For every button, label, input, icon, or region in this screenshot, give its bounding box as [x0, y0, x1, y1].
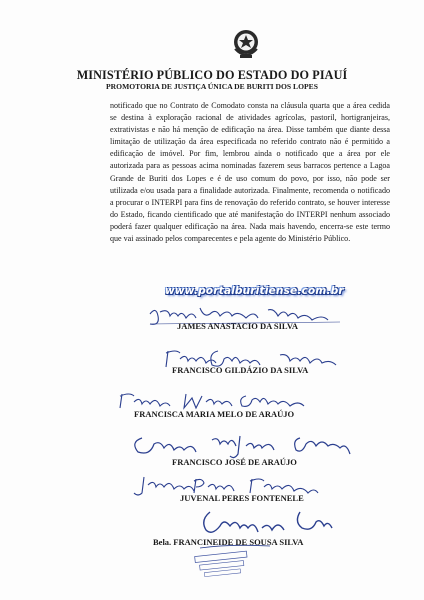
handwritten-signature [0, 388, 424, 428]
handwritten-signature [0, 300, 424, 340]
signature-block [0, 508, 424, 588]
document-body [110, 100, 390, 245]
institution-subtitle: PROMOTORIA DE JUSTIÇA ÚNICA DE BURITI DOS LOPES [106, 82, 318, 91]
signatory-name: FRANCISCA MARIA MELO DE ARAÚJO [134, 409, 295, 419]
signature-block [0, 300, 424, 340]
signature-block [0, 432, 424, 472]
signatory-name: JUVENAL PERES FONTENELE [180, 493, 304, 503]
signature-block [0, 388, 424, 428]
signatory-name: Bela. FRANCINEIDE DE SOUSA SILVA [153, 537, 304, 547]
handwritten-signature [0, 508, 424, 588]
signatory-name: JAMES ANASTACIO DA SILVA [177, 321, 299, 331]
signatory-name: FRANCISCO JOSÉ DE ARAÚJO [172, 457, 297, 467]
institution-title: MINISTÉRIO PÚBLICO DO ESTADO DO PIAUÍ [76, 68, 348, 82]
website-watermark: www.portalburitiense.com.br [165, 285, 344, 297]
official-stamp [195, 551, 249, 577]
signature-block [0, 345, 424, 385]
signatory-name: FRANCISCO GILDÁZIO DA SILVA [172, 365, 309, 375]
brasao-coat-of-arms-icon [231, 27, 261, 61]
signature-block [0, 473, 424, 513]
body-paragraph: notificado que no Contrato de Comodato consta na cláusula quarta que a área cedida se destina à exploração racional de atividades agrícolas, pastoril, hortigranjeiras, extrativistas e não há menção de edificação na área. Disse também que diante dessa limitação de utilização da área especificada no referido contrato não é permitido a edificação de imóvel. Por fim, lembrou ainda o notificado que a área por ele autorizada para as pessoas acima nominadas fazerem seus barracos pertence a Lagoa Grande de Buriti dos Lopes e é de uso comum do povo, por isso, não pode ser utilizada e/ou usada para a finalidade autorizada. Finalmente, recomenda o notificado a procurar o INTERPI para fins de renovação do referido contrato, se houver interesse do Estado, ficando cientificado que até manifestação do INTERPI nenhum associado poderá fazer qualquer edificação na área. Nada mais havendo, encerra-se este termo que vai assinado pelos comparecentes e pela agente do Ministério Público. [110, 101, 390, 244]
